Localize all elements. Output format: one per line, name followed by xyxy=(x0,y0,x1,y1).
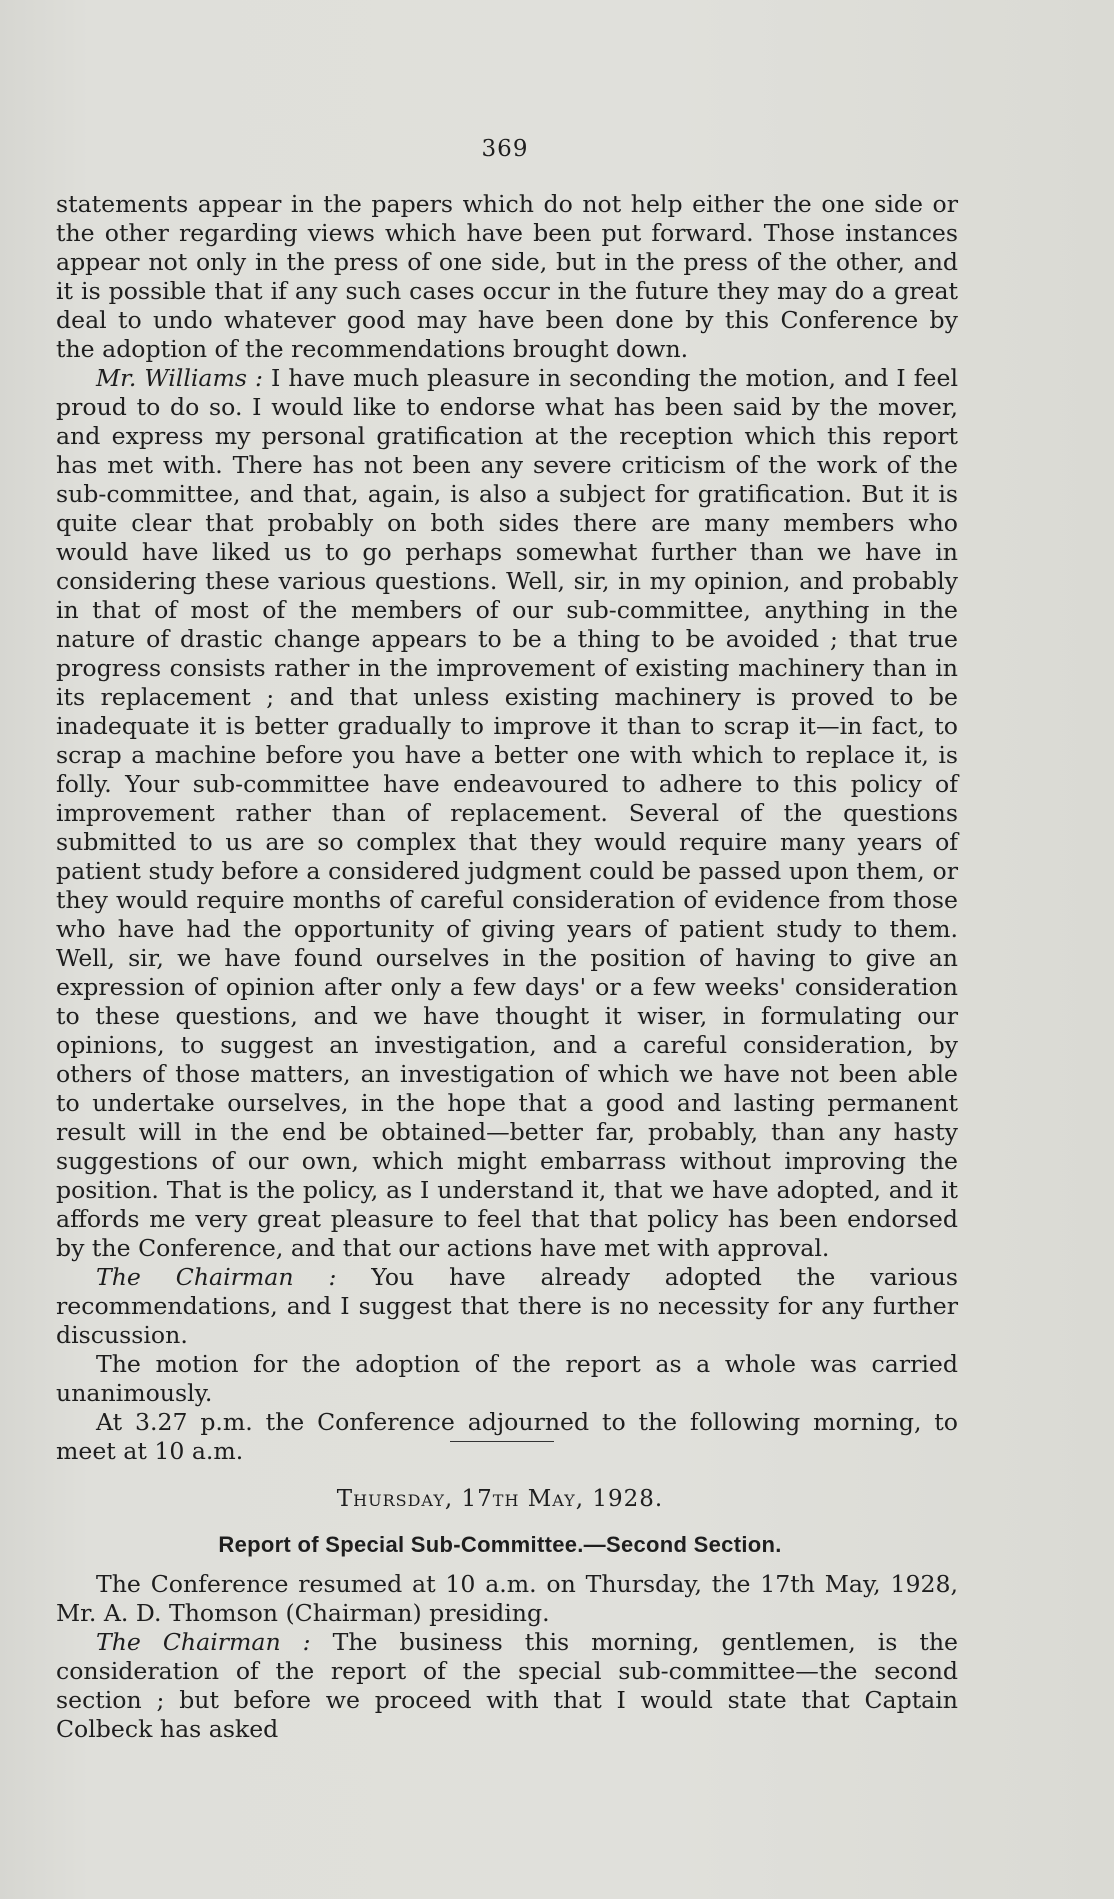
date-heading: Thursday, 17th May, 1928. xyxy=(336,1486,664,1512)
paragraph: statements appear in the papers which do not help either the one side or the other regarding views which have been put forward. Those instances appear not only in the press of one side, but in the press of the other, and it is possible that if any such cases occur in the future they may do a great deal to undo whatever good may have been done by this Conference by the adoption of the recommendations brought down. xyxy=(56,190,958,363)
speaker-name: The Chairman : xyxy=(96,1628,311,1656)
paragraph-motion: The motion for the adoption of the report as a whole was carried unanimously. xyxy=(56,1350,958,1407)
speaker-name: The Chairman : xyxy=(96,1263,337,1291)
speech-text: I have much pleasure in seconding the motion, and I feel proud to do so. I would like to endorse what has been said by the mover, and express my personal gratification at the reception which this report has met with. There has not been any severe criticism of the work of the sub-committee, and that, again, is also a subject for gratification. But it is quite clear that probably on both sides there are many members who would have liked us to go perhaps somewhat further than we have in considering these various questions. Well, sir, in my opinion, and probably in that of most of the members of our sub-committee, anything in the nature of drastic change appears to be a thing to be avoided ; that true progress consists rather in the improvement of existing machinery than in its replacement ; and that unless existing machinery is proved to be inadequate it is better gradually to improve it than to scrap it—in fact, to scrap a machine before you have a better one with which to replace it, is folly. Your sub-committee have endeavoured to adhere to this policy of improvement rather than of replacement. Several of the questions submitted to us are so complex that they would require many years of patient study before a considered judgment could be passed upon them, or they would require months of careful consideration of evidence from those who have had the opportunity of giving years of patient study to them. Well, sir, we have found ourselves in the position of having to give an expression of opinion after only a few days' or a few weeks' consideration to these questions, and we have thought it wiser, in formulating our opinions, to suggest an investigation, and a careful consideration, by others of those matters, an investigation of which we have not been able to undertake ourselves, in the hope that a good and lasting permanent result will in the end be obtained—better far, probably, than any hasty suggestions of our own, which might embarrass without improving the position. That is the policy, as I understand it, that we have adopted, and it affords me very great pleasure to feel that that policy has been endorsed by the Conference, and that our actions have met with approval. xyxy=(56,364,959,1262)
paragraph-williams xyxy=(56,364,958,1263)
section-divider xyxy=(450,1441,554,1442)
paragraph-resumed: The Conference resumed at 10 a.m. on Thursday, the 17th May, 1928, Mr. A. D. Thomson (Chairman) presiding. xyxy=(56,1570,958,1627)
proceedings-text-block xyxy=(56,190,958,1466)
proceedings-text-block-2 xyxy=(56,1570,958,1744)
speech-text: You have already adopted the various recommendations, and I suggest that there is no necessity for any further discussion. xyxy=(56,1263,958,1349)
speech-text: The business this morning, gentlemen, is the consideration of the report of the special sub-committee—the second section ; but before we proceed with that I would state that Captain Colbeck has asked xyxy=(56,1628,958,1743)
paragraph-chairman-2 xyxy=(56,1628,958,1744)
speaker-name: Mr. Williams : xyxy=(96,364,263,392)
paragraph-adjournment: At 3.27 p.m. the Conference adjourned to the following morning, to meet at 10 a.m. xyxy=(56,1408,958,1465)
page-number: 369 xyxy=(481,136,529,162)
paragraph-chairman xyxy=(56,1263,958,1350)
section-heading: Report of Special Sub-Committee.—Second Section. xyxy=(218,1532,782,1557)
